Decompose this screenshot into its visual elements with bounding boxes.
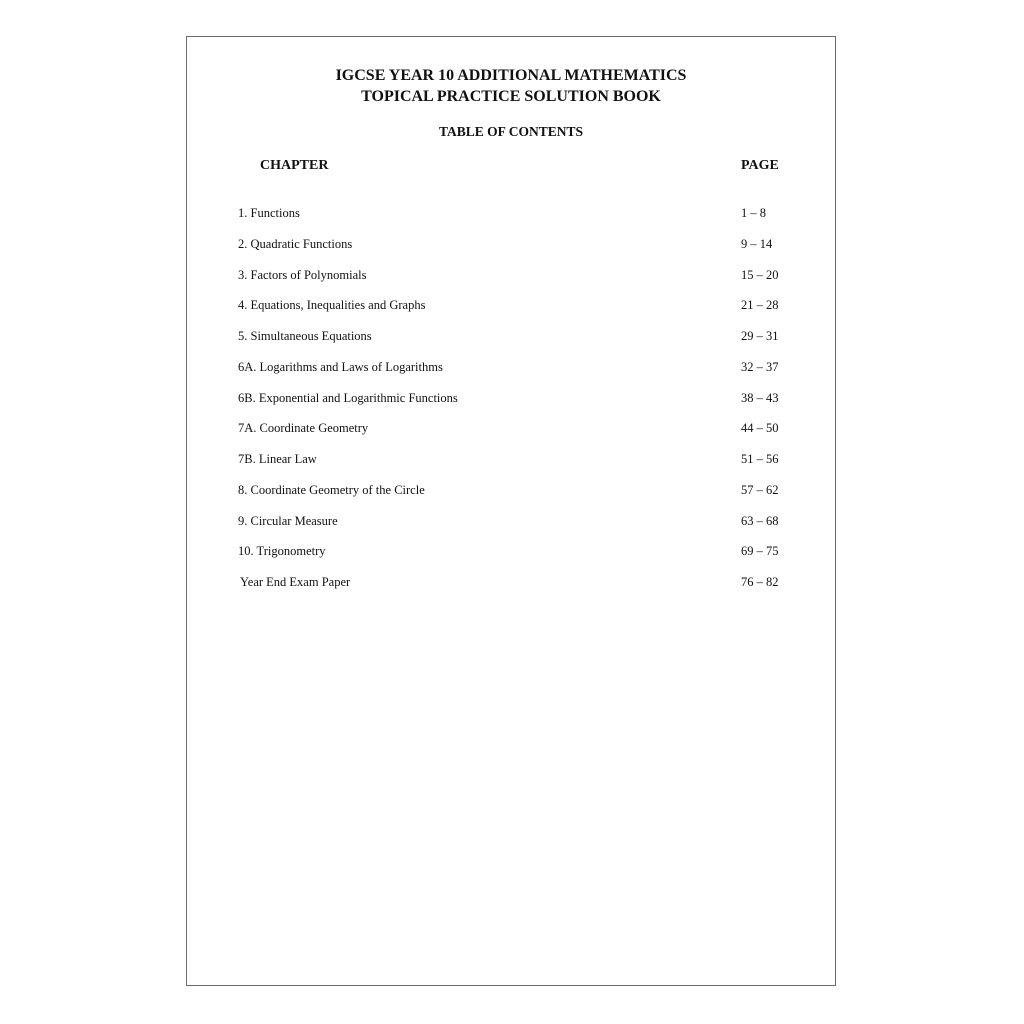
table-of-contents-heading: TABLE OF CONTENTS <box>438 124 584 139</box>
toc-entry <box>238 574 798 605</box>
toc-entry <box>238 205 798 236</box>
toc-page-range: 57 – 62 <box>741 482 779 497</box>
toc-page-range: 32 – 37 <box>741 359 779 374</box>
toc-chapter-title: Year End Exam Paper <box>240 575 351 589</box>
toc-entry <box>238 543 798 574</box>
toc-page-range: 44 – 50 <box>741 421 779 436</box>
toc-page-range: 1 – 8 <box>741 206 766 220</box>
toc-chapter-title: 2. Quadratic Functions <box>238 236 353 251</box>
toc-page-range: 29 – 31 <box>741 329 779 343</box>
toc-entry <box>238 482 798 513</box>
document-page <box>186 36 836 986</box>
book-title-line-2: TOPICAL PRACTICE SOLUTION BOOK <box>361 88 661 105</box>
toc-entry <box>238 328 798 359</box>
toc-list <box>238 205 798 605</box>
toc-page-range: 51 – 56 <box>741 452 779 466</box>
toc-chapter-title: 10. Trigonometry <box>238 544 326 559</box>
toc-entry <box>238 420 798 451</box>
toc-chapter-title: 1. Functions <box>238 206 300 220</box>
toc-entry <box>238 359 798 390</box>
toc-page-range: 76 – 82 <box>741 575 779 589</box>
toc-page-range: 38 – 43 <box>741 390 779 405</box>
toc-chapter-title: 9. Circular Measure <box>238 513 338 528</box>
toc-entry <box>238 390 798 421</box>
toc-chapter-title: 4. Equations, Inequalities and Graphs <box>238 298 426 313</box>
chapter-column-header: CHAPTER <box>260 158 329 173</box>
toc-chapter-title: 6A. Logarithms and Laws of Logarithms <box>238 359 443 374</box>
toc-page-range: 9 – 14 <box>741 236 773 251</box>
toc-entry <box>238 451 798 482</box>
toc-chapter-title: 3. Factors of Polynomials <box>238 267 367 282</box>
toc-chapter-title: 8. Coordinate Geometry of the Circle <box>238 482 425 497</box>
toc-chapter-title: 7B. Linear Law <box>238 452 317 466</box>
toc-entry <box>238 236 798 267</box>
toc-page-range: 63 – 68 <box>741 513 779 528</box>
book-title-line-1: IGCSE YEAR 10 ADDITIONAL MATHEMATICS <box>335 67 687 84</box>
toc-entry <box>238 513 798 544</box>
toc-chapter-title: 5. Simultaneous Equations <box>238 329 372 343</box>
toc-chapter-title: 6B. Exponential and Logarithmic Functions <box>238 390 458 405</box>
toc-page-range: 69 – 75 <box>741 544 779 559</box>
toc-chapter-title: 7A. Coordinate Geometry <box>238 421 369 436</box>
toc-entry <box>238 297 798 328</box>
toc-entry <box>238 267 798 298</box>
toc-page-range: 21 – 28 <box>741 298 779 313</box>
page-column-header: PAGE <box>741 158 779 173</box>
toc-page-range: 15 – 20 <box>741 267 779 282</box>
